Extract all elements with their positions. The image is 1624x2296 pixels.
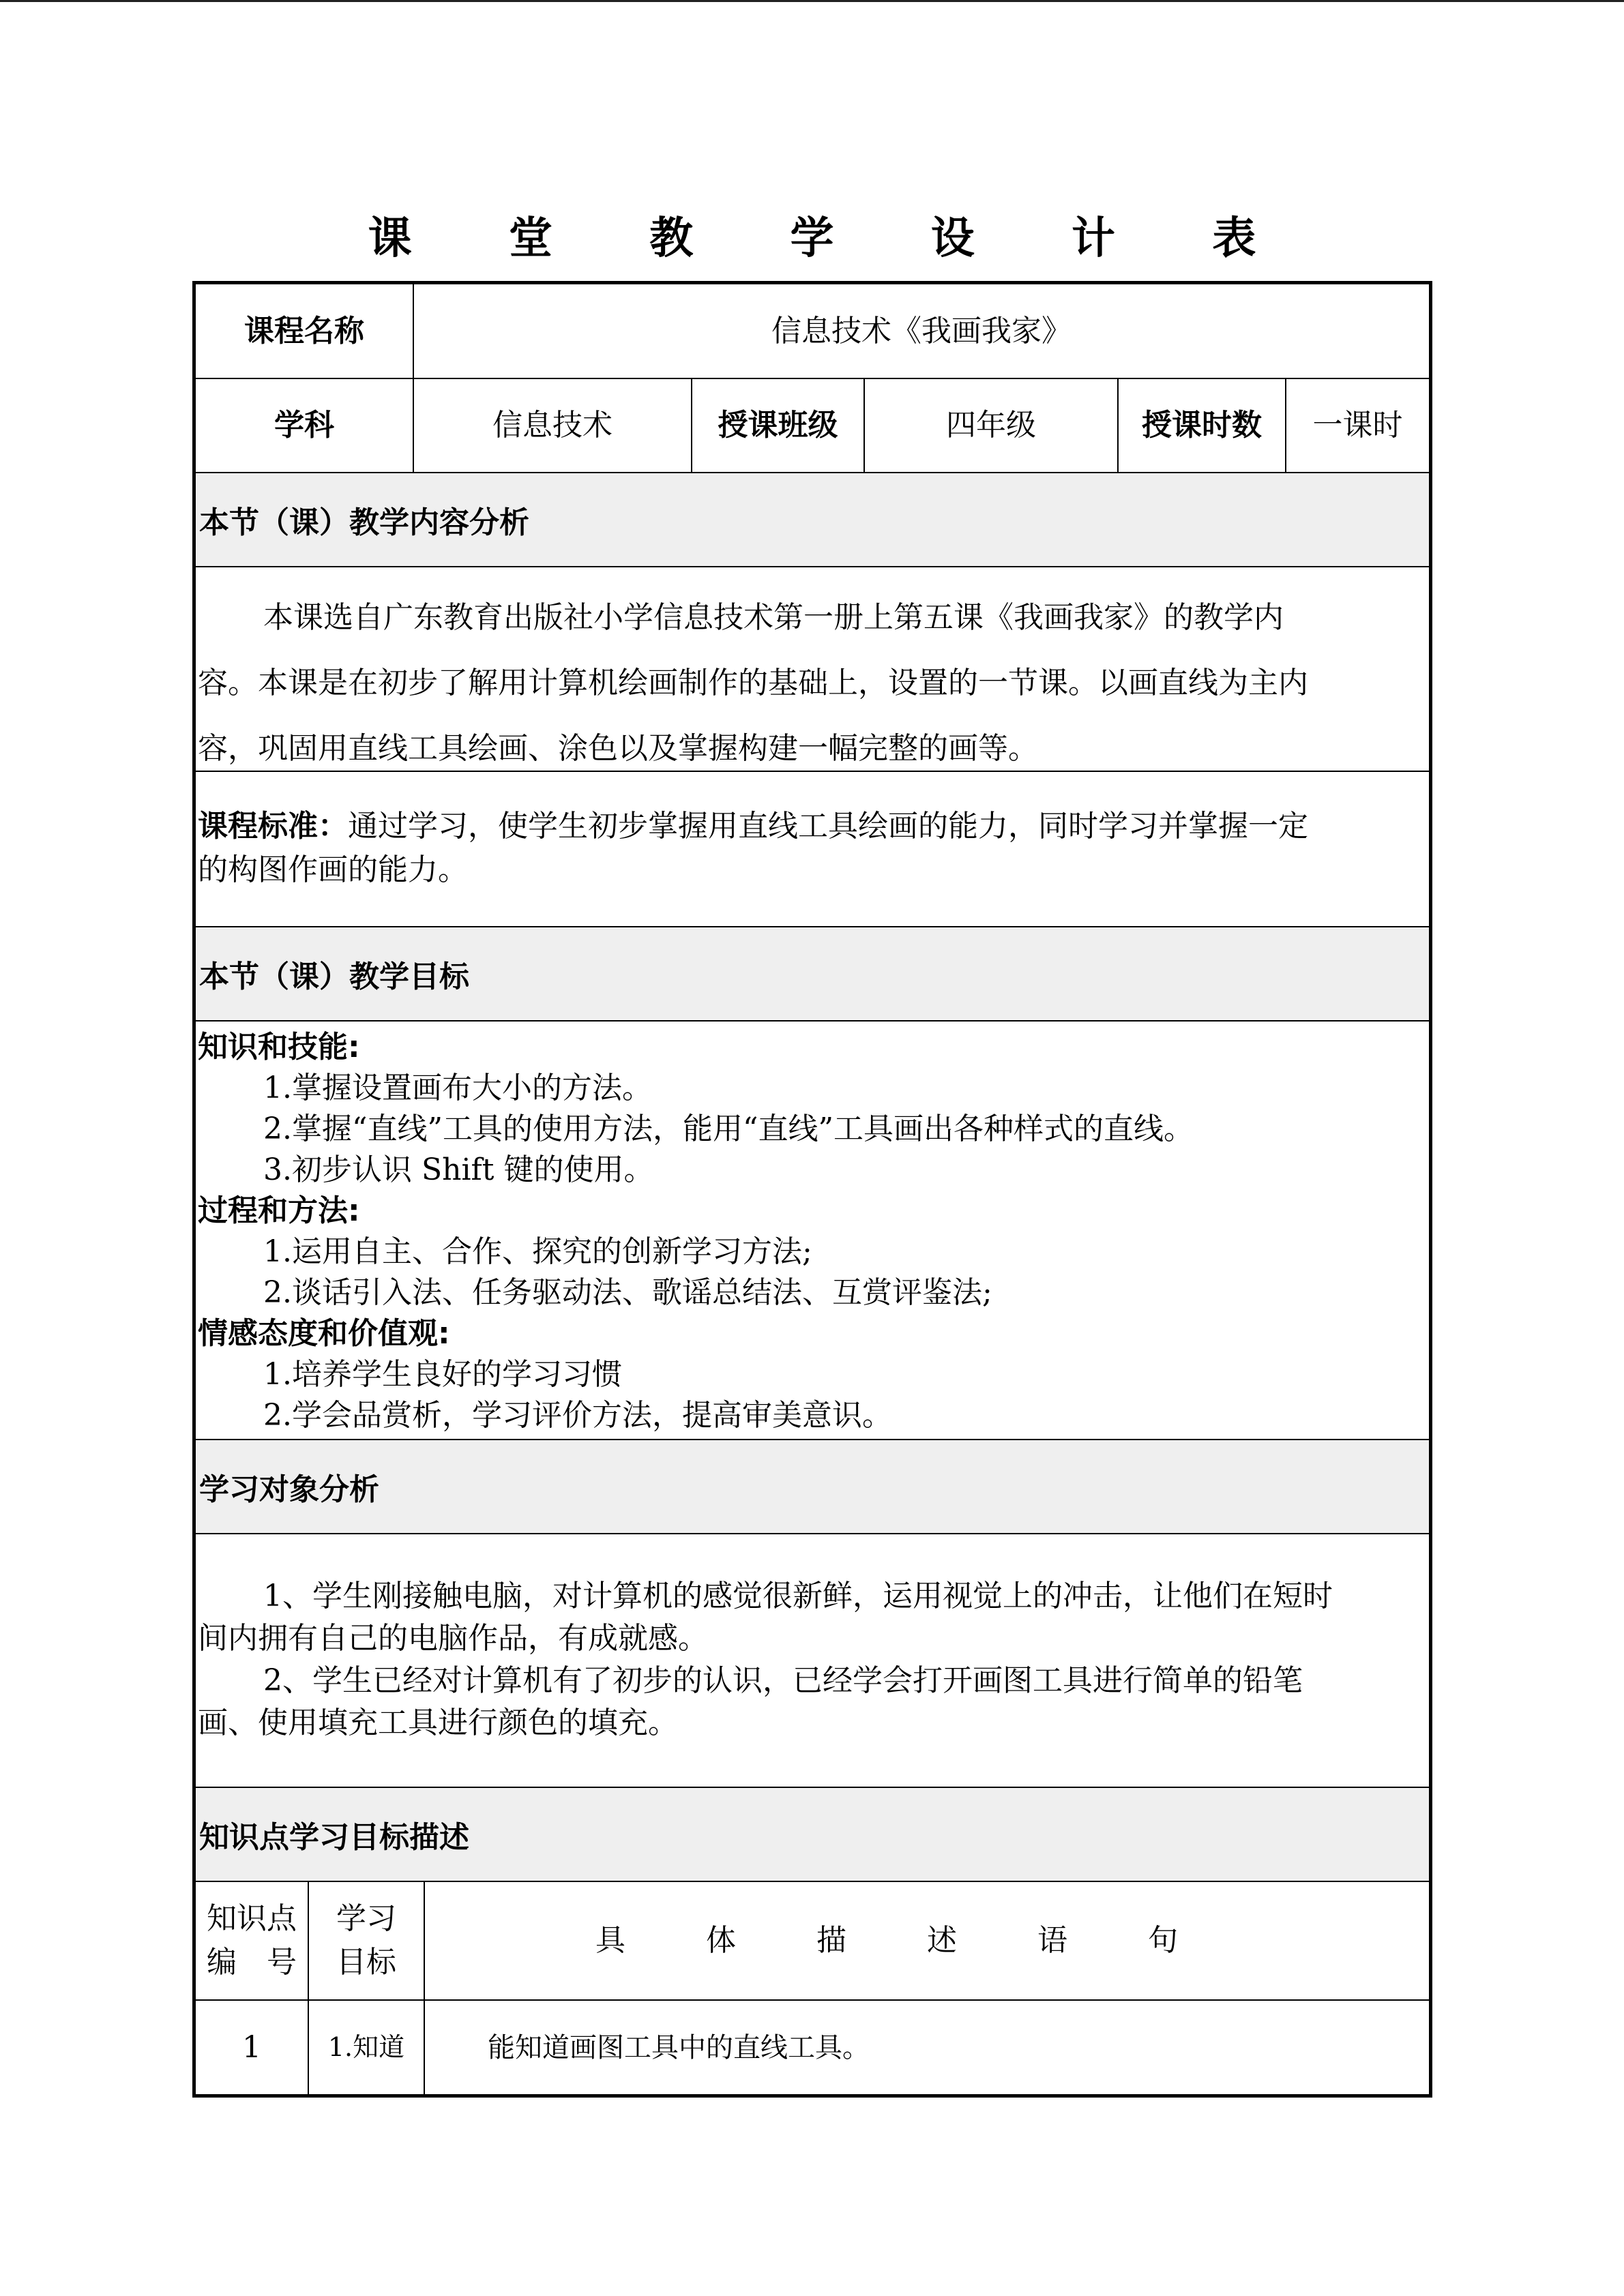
subject-label: 学科 <box>274 408 334 443</box>
course-standard-block <box>198 805 1426 892</box>
subject-value: 信息技术 <box>492 408 612 443</box>
goal-item: 2.谈话引入法、任务驱动法、歌谣总结法、互赏评鉴法; <box>263 1275 992 1310</box>
class-value: 四年级 <box>946 408 1036 443</box>
learner-analysis-line-2: 间内拥有自己的电脑作品，有成就感。 <box>198 1621 708 1656</box>
kp-col-number-header-line-1: 知识点 <box>207 1901 297 1936</box>
content-analysis-bottom-line <box>192 771 1432 772</box>
learner-analysis-heading: 学习对象分析 <box>196 1440 1429 1533</box>
goal-item: 2.学会品赏析，学习评价方法，提高审美意识。 <box>263 1398 892 1433</box>
teaching-goals-heading: 本节（课）教学目标 <box>196 927 1429 1020</box>
learner-analysis-line-1: 1、学生刚接触电脑，对计算机的感觉很新鲜，运用视觉上的冲击，让他们在短时 <box>263 1579 1333 1613</box>
goal-group-title-process: 过程和方法: <box>198 1193 360 1228</box>
kp-col-goal-header-line-1: 学习 <box>336 1901 396 1936</box>
course-name-value: 信息技术《我画我家》 <box>771 313 1072 348</box>
course-standard-text-2: 的构图作画的能力。 <box>198 852 468 887</box>
hours-label: 授课时数 <box>1142 408 1262 443</box>
kp-col-goal-header-line-2: 目标 <box>336 1945 396 1980</box>
course-standard-lead: 课程标准： <box>198 809 348 844</box>
document-title: 课 堂 教 学 设 计 表 <box>368 213 1297 264</box>
knowledge-points-heading: 知识点学习目标描述 <box>196 1788 1429 1881</box>
content-analysis-heading-line <box>192 566 1432 567</box>
teaching-goals-heading-line <box>192 1020 1432 1022</box>
course-name-label: 课程名称 <box>244 313 364 348</box>
goal-item: 1.运用自主、合作、探究的创新学习方法; <box>263 1234 812 1269</box>
kp-col-description-header <box>425 1882 1429 1999</box>
page-top-border <box>0 0 1624 2</box>
goal-item: 2.掌握“直线”工具的使用方法，能用“直线”工具画出各种样式的直线。 <box>263 1112 1194 1146</box>
learner-analysis-heading-line <box>192 1533 1432 1534</box>
hours-value: 一课时 <box>1312 408 1403 443</box>
kp-row-goal: 1.知道 <box>327 2031 405 2062</box>
content-analysis-line-3: 容，巩固用直线工具绘画、涂色以及掌握构建一幅完整的画等。 <box>198 731 1038 766</box>
teaching-goals-body <box>198 1027 1426 1436</box>
kp-row-number: 1 <box>242 2029 261 2065</box>
course-standard-text-1: 通过学习，使学生初步掌握用直线工具绘画的能力，同时学习并掌握一定 <box>348 809 1308 844</box>
content-analysis-body <box>198 585 1426 781</box>
goal-item: 1.掌握设置画布大小的方法。 <box>263 1071 652 1105</box>
goal-item: 3.初步认识 Shift 键的使用。 <box>263 1152 654 1187</box>
learner-analysis-body <box>198 1575 1426 1744</box>
goal-item: 1.培养学生良好的学习习惯 <box>263 1357 622 1392</box>
class-label: 授课班级 <box>718 408 838 443</box>
kp-col-number-header-line-2: 编 号 <box>207 1945 297 1980</box>
goal-group-title-knowledge: 知识和技能: <box>198 1030 360 1064</box>
learner-analysis-line-4: 画、使用填充工具进行颜色的填充。 <box>198 1705 678 1740</box>
goal-group-title-attitude: 情感态度和价值观: <box>198 1316 450 1351</box>
content-analysis-heading: 本节（课）教学内容分析 <box>196 473 1429 566</box>
kp-col-description-header-text: 具体描述语句 <box>595 1923 1258 1958</box>
content-analysis-line-1: 本课选自广东教育出版社小学信息技术第一册上第五课《我画我家》的教学内 <box>263 600 1284 635</box>
kp-row-description: 能知道画图工具中的直线工具。 <box>488 2031 870 2063</box>
kp-col-goal-header <box>309 1882 424 1999</box>
learner-analysis-line-3: 2、学生已经对计算机有了初步的认识，已经学会打开画图工具进行简单的铅笔 <box>263 1663 1303 1698</box>
kp-col-number-header <box>196 1882 308 1999</box>
content-analysis-line-2: 容。本课是在初步了解用计算机绘画制作的基础上，设置的一节课。以画直线为主内 <box>198 666 1308 700</box>
